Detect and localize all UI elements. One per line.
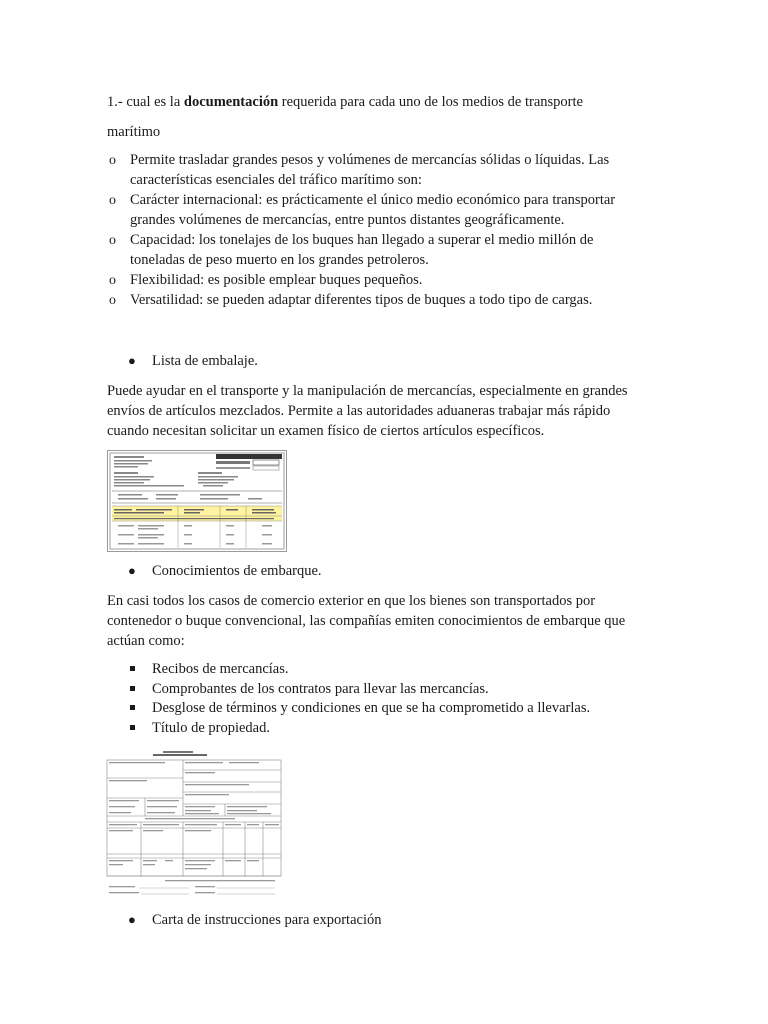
bullet-square bbox=[130, 705, 135, 710]
question-line bbox=[107, 92, 583, 112]
list-item-2-line-2: grandes volúmenes de mercancías, entre puntos distantes geográficamente. bbox=[130, 212, 565, 228]
list-item-1-line-1: Permite trasladar grandes pesos y volúmenes de mercancías sólidas o líquidas. Las bbox=[130, 152, 610, 168]
bullet-square bbox=[130, 666, 135, 671]
list-bullet: o bbox=[109, 293, 116, 308]
bullet-dot: ● bbox=[128, 353, 136, 368]
bill-item-3: Desglose de términos y condiciones en que se ha comprometido a llevarlas. bbox=[152, 700, 591, 716]
list-item-5: Versatilidad: se pueden adaptar diferentes tipos de buques a todo tipo de cargas. bbox=[130, 292, 593, 308]
bill-item-2: Comprobantes de los contratos para llevar las mercancías. bbox=[152, 681, 489, 697]
question-line-2: marítimo bbox=[107, 124, 161, 140]
list-item-1-line-2: características esenciales del tráfico marítimo son: bbox=[130, 172, 422, 188]
packing-para-line-1: Puede ayudar en el transporte y la manipulación de mercancías, especialmente en grandes bbox=[107, 383, 628, 399]
bullet-square bbox=[130, 686, 135, 691]
list-bullet: o bbox=[109, 153, 116, 168]
bill-para-line-1: En casi todos los casos de comercio exterior en que los bienes son transportados por bbox=[107, 593, 596, 609]
list-bullet: o bbox=[109, 193, 116, 208]
bullet-dot: ● bbox=[128, 912, 136, 927]
question-prefix: 1.- cual es la bbox=[107, 94, 184, 110]
list-bullet: o bbox=[109, 233, 116, 248]
bullet-square bbox=[130, 725, 135, 730]
export-letter-heading: Carta de instrucciones para exportación bbox=[152, 912, 382, 928]
bill-heading: Conocimientos de embarque. bbox=[152, 563, 322, 579]
bill-para-line-2: contenedor o buque convencional, las compañías emiten conocimientos de embarque que bbox=[107, 613, 626, 629]
packing-para-line-3: cuando necesitan solicitar un examen físico de ciertos artículos específicos. bbox=[107, 423, 545, 439]
packing-list-image bbox=[107, 450, 287, 552]
packing-para-line-2: envíos de artículos mezclados. Permite a las autoridades aduaneras trabajar más rápido bbox=[107, 403, 611, 419]
list-item-4: Flexibilidad: es posible emplear buques pequeños. bbox=[130, 272, 423, 288]
bill-item-4: Título de propiedad. bbox=[152, 720, 270, 736]
question-bold: documentación bbox=[183, 94, 279, 110]
list-item-3-line-2: toneladas de peso muerto en los grandes petroleros. bbox=[130, 252, 429, 268]
bill-para-line-3: actúan como: bbox=[107, 633, 185, 649]
list-bullet: o bbox=[109, 273, 116, 288]
list-item-3-line-1: Capacidad: los tonelajes de los buques han llegado a superar el medio millón de bbox=[130, 232, 594, 248]
bill-of-lading-image bbox=[105, 750, 285, 898]
packing-heading: Lista de embalaje. bbox=[152, 353, 258, 369]
bill-item-1: Recibos de mercancías. bbox=[152, 661, 289, 677]
list-item-2-line-1: Carácter internacional: es prácticamente el único medio económico para transportar bbox=[130, 192, 616, 208]
bullet-dot: ● bbox=[128, 563, 136, 578]
question-suffix: requerida para cada uno de los medios de transporte bbox=[278, 94, 583, 110]
